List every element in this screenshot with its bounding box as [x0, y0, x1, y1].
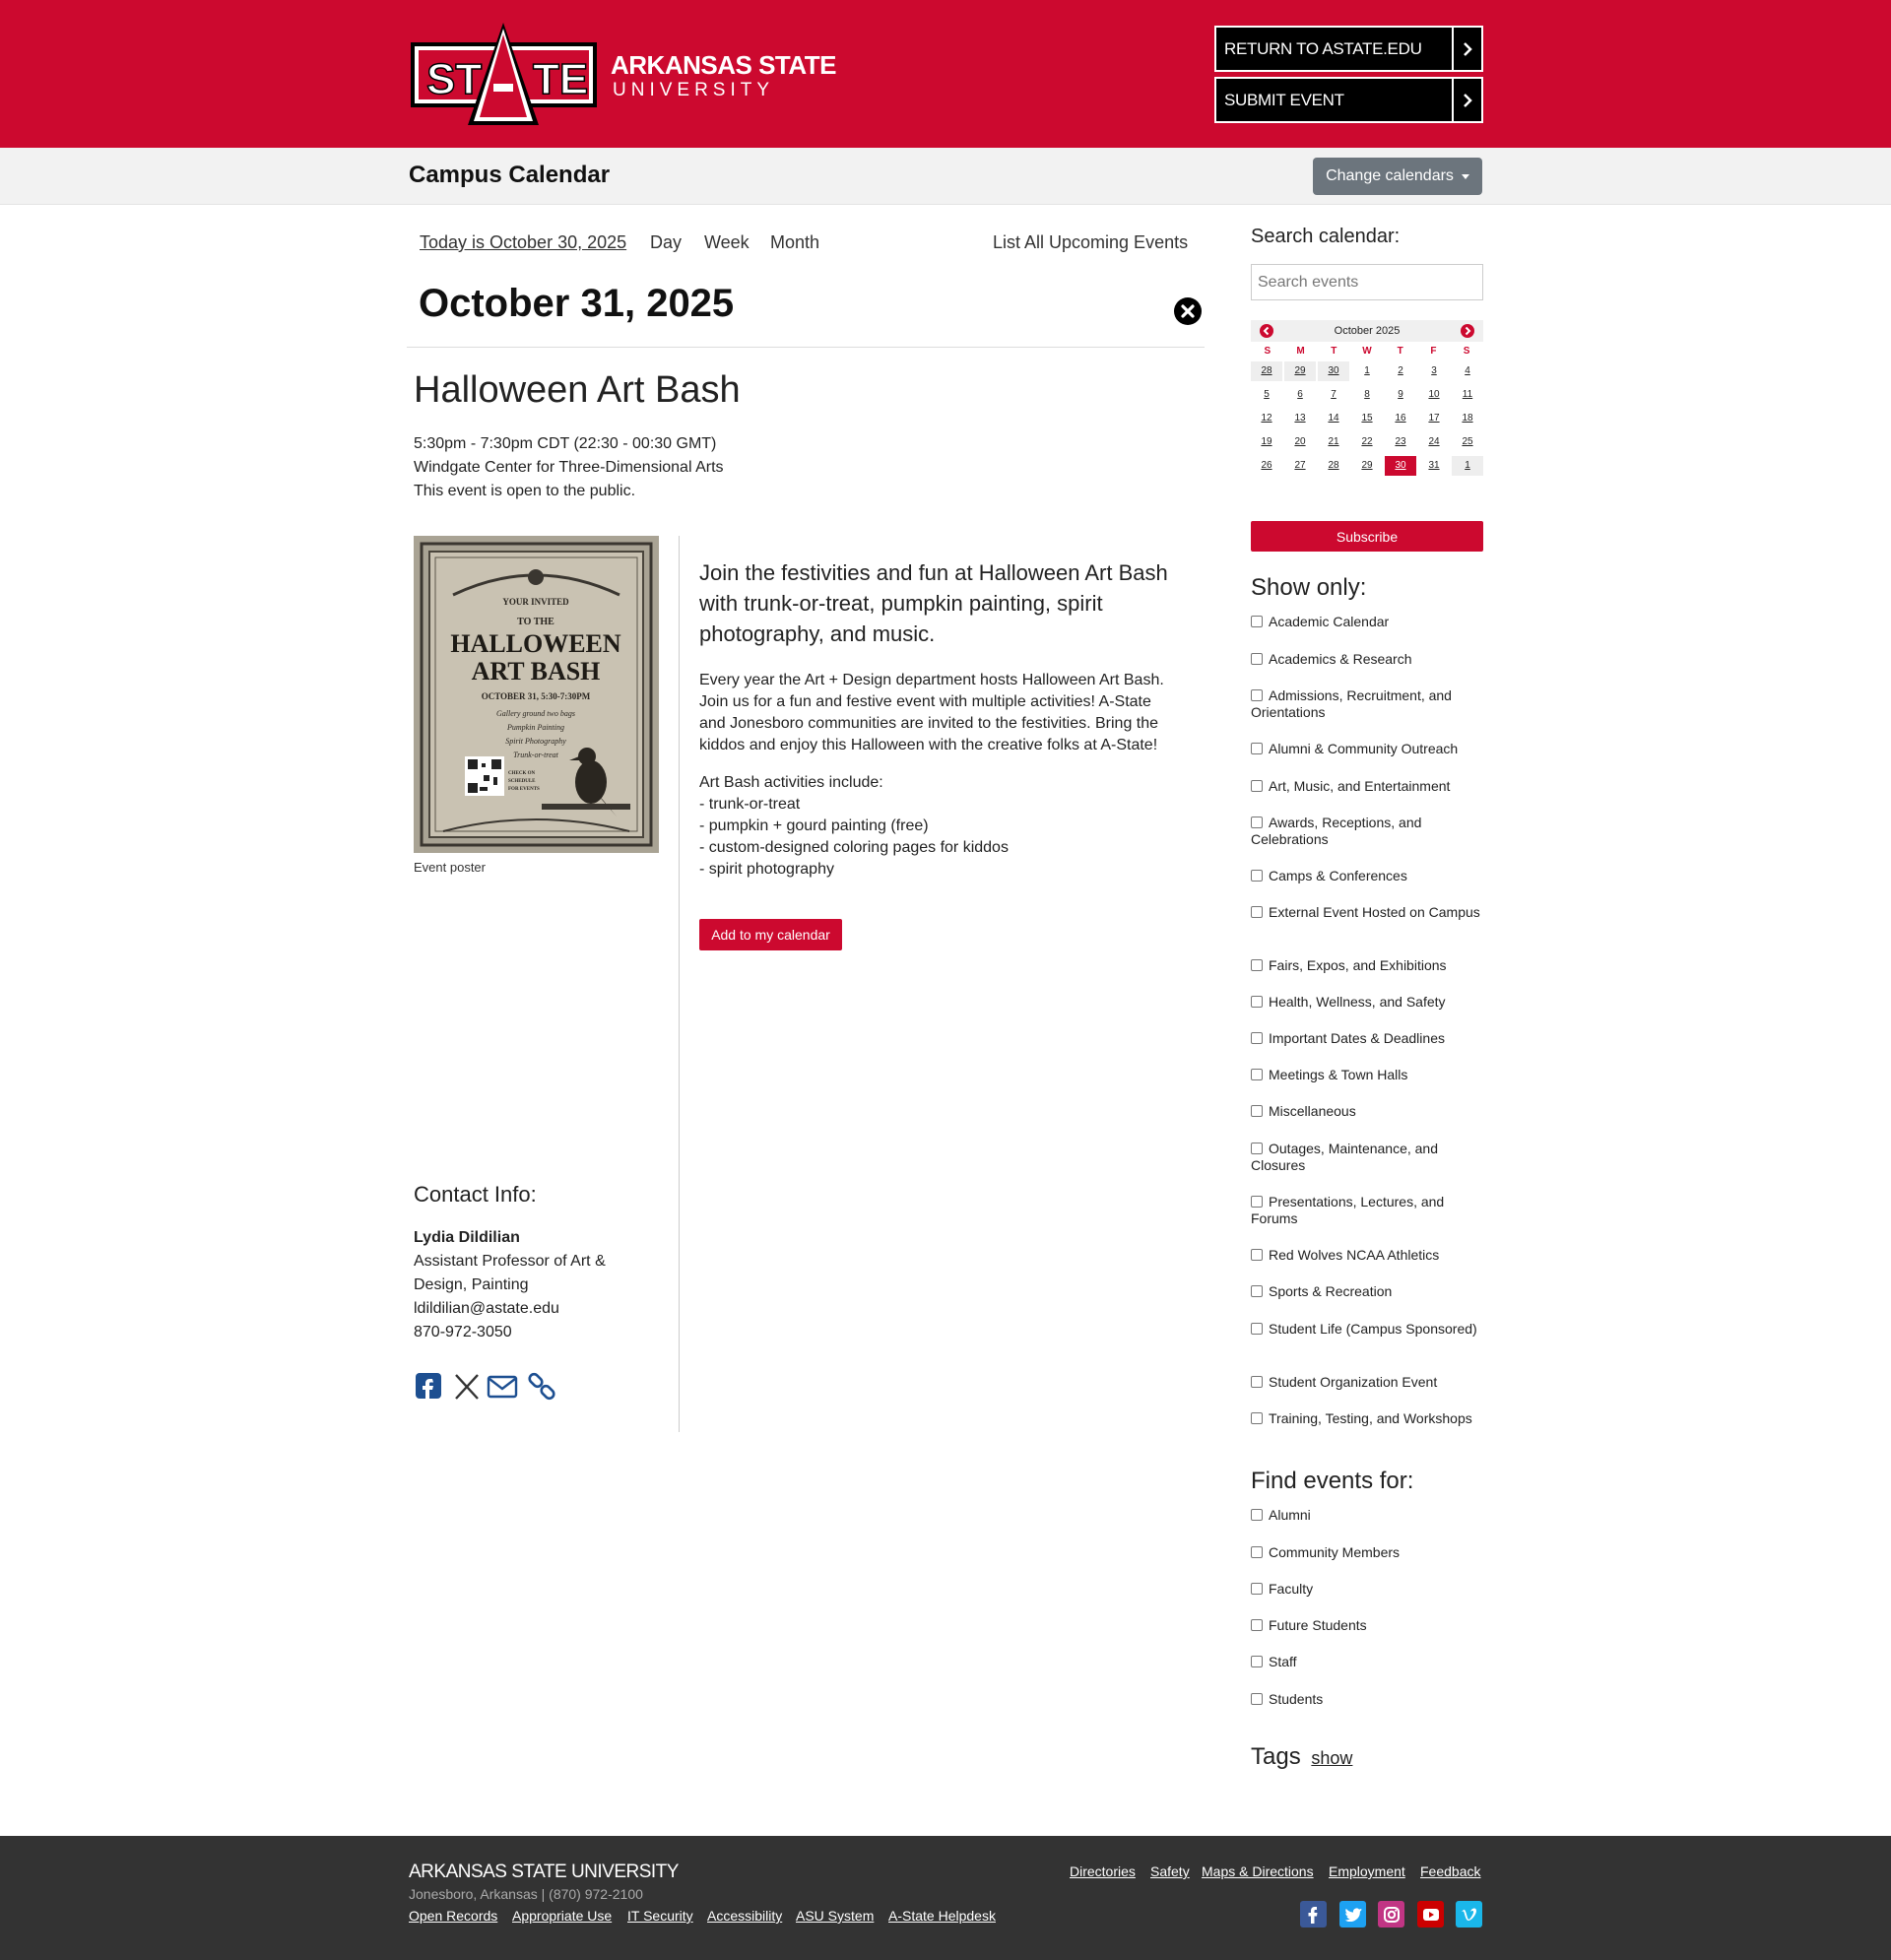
footer-link-helpdesk[interactable]: A-State Helpdesk [888, 1908, 996, 1924]
checkbox-square[interactable] [1251, 689, 1263, 701]
footer-link-safety[interactable]: Safety [1150, 1863, 1190, 1879]
activity-item: - trunk-or-treat [699, 796, 801, 813]
category-checkbox[interactable] [1251, 778, 1483, 795]
footer-university-name: ARKANSAS STATE UNIVERSITY [409, 1862, 679, 1882]
calendar-day[interactable]: 24 [1428, 436, 1440, 447]
return-to-astate-button[interactable] [1214, 26, 1483, 72]
category-label: Presentations, Lectures, and Forums [1251, 1194, 1445, 1226]
calendar-day[interactable]: 18 [1462, 413, 1473, 424]
youtube-icon[interactable] [1417, 1901, 1444, 1927]
chevron-right-icon [1452, 28, 1481, 70]
divider [407, 347, 1205, 348]
category-label: Student Organization Event [1269, 1374, 1438, 1390]
category-label: Camps & Conferences [1269, 868, 1407, 883]
contact-name: Lydia Dildilian [414, 1229, 520, 1246]
event-title: Halloween Art Bash [414, 369, 741, 411]
poster-line1: YOUR INVITED [502, 597, 569, 607]
calendar-day[interactable]: 7 [1331, 389, 1337, 400]
activity-item: - pumpkin + gourd painting (free) [699, 817, 929, 834]
audience-label: Students [1269, 1691, 1324, 1707]
checkbox-square[interactable] [1251, 1376, 1263, 1388]
svg-text:ST: ST [426, 55, 483, 103]
activity-item: - custom-designed coloring pages for kiddos [699, 839, 1009, 856]
calendar-day[interactable]: 9 [1398, 389, 1403, 400]
checkbox-square[interactable] [1251, 1412, 1263, 1424]
event-location: Windgate Center for Three-Dimensional Arts [414, 459, 724, 476]
category-checkbox[interactable] [1251, 614, 1483, 630]
event-time: 5:30pm - 7:30pm CDT (22:30 - 00:30 GMT) [414, 435, 717, 452]
activity-item: - spirit photography [699, 861, 834, 878]
category-label: Outages, Maintenance, and Closures [1251, 1141, 1439, 1173]
category-checkbox[interactable] [1251, 868, 1483, 884]
category-label: Fairs, Expos, and Exhibitions [1269, 957, 1447, 973]
category-label: Student Life (Campus Sponsored) [1269, 1321, 1477, 1337]
audience-checkbox[interactable] [1251, 1617, 1483, 1634]
site-footer [0, 1836, 1891, 1960]
calendar-day[interactable]: 8 [1364, 389, 1370, 400]
footer-address: Jonesboro, Arkansas | (870) 972-2100 [409, 1886, 643, 1902]
checkbox-square[interactable] [1251, 1619, 1263, 1631]
category-checkbox[interactable] [1251, 815, 1483, 848]
contact-title-line2: Design, Painting [414, 1276, 529, 1293]
subscribe-button[interactable]: Subscribe [1251, 521, 1483, 552]
checkbox-square[interactable] [1251, 1656, 1263, 1667]
poster-line3: HALLOWEEN [450, 629, 621, 658]
checkbox-square[interactable] [1251, 653, 1263, 665]
checkbox-square[interactable] [1251, 906, 1263, 918]
category-checkbox[interactable] [1251, 1283, 1483, 1300]
calendar-title-bar [0, 148, 1891, 205]
footer-link-maps[interactable]: Maps & Directions [1202, 1863, 1314, 1879]
day-of-week-label: W [1362, 346, 1372, 357]
audience-label: Future Students [1269, 1617, 1367, 1633]
footer-link-open-records[interactable]: Open Records [409, 1908, 498, 1924]
calendar-day[interactable]: 30 [1385, 456, 1416, 476]
calendar-day[interactable]: 23 [1395, 436, 1406, 447]
calendar-day[interactable]: 6 [1297, 389, 1303, 400]
poster-line7: Pumpkin Painting [507, 723, 564, 732]
category-label: Training, Testing, and Workshops [1269, 1410, 1472, 1426]
calendar-day[interactable]: 26 [1261, 460, 1272, 471]
category-label: Miscellaneous [1269, 1103, 1356, 1119]
audience-label: Staff [1269, 1654, 1297, 1669]
day-of-week-label: F [1430, 346, 1437, 357]
category-label: Meetings & Town Halls [1269, 1067, 1408, 1082]
checkbox-square[interactable] [1251, 743, 1263, 754]
audience-label: Faculty [1269, 1581, 1314, 1597]
mini-calendar-month: October 2025 [1334, 325, 1401, 337]
previous-month-icon[interactable] [1260, 324, 1273, 338]
contact-heading: Contact Info: [414, 1182, 537, 1207]
find-events-heading: Find events for: [1251, 1468, 1414, 1494]
poster-line6: Gallery ground two bags [496, 709, 575, 718]
checkbox-square[interactable] [1251, 780, 1263, 792]
tags-show-link[interactable]: show [1311, 1748, 1353, 1768]
mini-calendar-header [1251, 320, 1483, 342]
poster-line8: Spirit Photography [505, 737, 566, 746]
audience-label: Community Members [1269, 1544, 1401, 1560]
activities-heading: Art Bash activities include: [699, 774, 883, 791]
calendar-day[interactable]: 21 [1328, 436, 1339, 447]
category-checkbox[interactable] [1251, 1321, 1483, 1338]
facebook-icon[interactable] [1300, 1901, 1327, 1927]
checkbox-square[interactable] [1251, 1249, 1263, 1261]
category-checkbox[interactable] [1251, 957, 1483, 974]
calendar-day[interactable]: 30 [1318, 361, 1349, 381]
audience-label: Alumni [1269, 1507, 1311, 1523]
category-label: Academics & Research [1269, 651, 1412, 667]
tags-label: Tags [1251, 1743, 1301, 1770]
footer-link-directories[interactable]: Directories [1070, 1863, 1136, 1879]
checkbox-square[interactable] [1251, 1285, 1263, 1297]
search-input[interactable] [1251, 264, 1483, 300]
add-to-calendar-button[interactable]: Add to my calendar [699, 919, 842, 950]
return-button-label: RETURN TO ASTATE.EDU [1224, 38, 1422, 58]
calendar-day[interactable]: 22 [1361, 436, 1373, 447]
day-of-week-label: M [1296, 346, 1305, 357]
category-label: Academic Calendar [1269, 614, 1390, 629]
state-logo-mark [409, 23, 599, 126]
caret-down-icon [1462, 174, 1469, 179]
checkbox-square[interactable] [1251, 959, 1263, 971]
email-icon[interactable] [487, 1371, 518, 1403]
logo-wordmark-line2: UNIVERSITY [613, 80, 775, 100]
close-icon[interactable] [1173, 296, 1203, 326]
category-checkbox[interactable] [1251, 1194, 1483, 1227]
category-label: Awards, Receptions, and Celebrations [1251, 815, 1422, 847]
view-month-link[interactable]: Month [770, 232, 820, 252]
calendar-day[interactable]: 13 [1294, 413, 1306, 424]
calendar-day[interactable]: 16 [1395, 413, 1406, 424]
footer-link-it-security[interactable]: IT Security [627, 1908, 693, 1924]
category-checkbox[interactable] [1251, 1247, 1483, 1264]
view-day-link[interactable]: Day [650, 232, 683, 252]
poster-line12: FOR EVENTS [508, 787, 540, 792]
audience-checkbox[interactable] [1251, 1691, 1483, 1708]
change-calendars-dropdown[interactable] [1313, 158, 1482, 195]
twitter-icon[interactable] [1339, 1901, 1366, 1927]
contact-email[interactable]: ldildilian@astate.edu [414, 1300, 559, 1317]
footer-link-feedback[interactable]: Feedback [1420, 1863, 1481, 1879]
event-description: Every year the Art + Design department hosts Halloween Art Bash. Join us for a fun and festive event with multiple activities! A-State and Jonesboro communities are invited to the festivities. Bring the kiddos and enjoy this Halloween with the creative folks at A-State! [699, 672, 1164, 753]
calendar-day[interactable]: 5 [1264, 389, 1270, 400]
checkbox-square[interactable] [1251, 1693, 1263, 1705]
event-lead-text: Join the festivities and fun at Halloween Art Bash with trunk-or-treat, pumpkin painting, spirit photography, and music. [699, 560, 1168, 646]
change-calendars-label: Change calendars [1326, 167, 1454, 184]
column-divider [679, 536, 680, 1432]
category-label: Important Dates & Deadlines [1269, 1030, 1445, 1046]
event-activities [699, 772, 1182, 881]
site-header [0, 0, 1891, 148]
poster-line9: Trunk-or-treat [513, 751, 558, 759]
today-link[interactable]: Today is October 30, 2025 [420, 232, 627, 252]
category-label: Alumni & Community Outreach [1269, 741, 1459, 756]
calendar-day[interactable]: 14 [1328, 413, 1339, 424]
footer-link-accessibility[interactable]: Accessibility [707, 1908, 783, 1924]
next-month-icon[interactable] [1461, 324, 1474, 338]
mini-calendar-grid [1251, 359, 1483, 478]
checkbox-square[interactable] [1251, 1546, 1263, 1558]
category-label: External Event Hosted on Campus [1269, 904, 1480, 920]
calendar-day[interactable]: 20 [1294, 436, 1306, 447]
university-logo[interactable] [409, 23, 836, 126]
category-checkbox[interactable] [1251, 1141, 1483, 1174]
vimeo-icon[interactable] [1456, 1901, 1482, 1927]
mini-calendar [1251, 320, 1483, 478]
category-label: Admissions, Recruitment, and Orientations [1251, 687, 1452, 720]
contact-phone: 870-972-3050 [414, 1324, 512, 1340]
day-of-week-label: S [1264, 346, 1272, 357]
view-week-link[interactable]: Week [704, 232, 750, 252]
category-checkbox[interactable] [1251, 1030, 1483, 1047]
checkbox-square[interactable] [1251, 817, 1263, 828]
search-heading: Search calendar: [1251, 226, 1401, 247]
calendar-day[interactable]: 25 [1462, 436, 1473, 447]
poster-line4: ART BASH [471, 657, 601, 686]
event-poster-image[interactable] [414, 536, 659, 853]
day-of-week-label: T [1397, 346, 1403, 357]
category-checkbox[interactable] [1251, 1374, 1483, 1391]
calendar-day[interactable]: 4 [1465, 365, 1470, 376]
calendar-day[interactable]: 27 [1294, 460, 1306, 471]
footer-link-asu-system[interactable]: ASU System [796, 1908, 875, 1924]
calendar-day[interactable]: 1 [1364, 365, 1370, 376]
audience-checkbox[interactable] [1251, 1581, 1483, 1598]
contact-title-line1: Assistant Professor of Art & [414, 1253, 606, 1270]
checkbox-square[interactable] [1251, 1032, 1263, 1044]
day-of-week-row [1251, 346, 1483, 359]
poster-line5: OCTOBER 31, 5:30-7:30PM [481, 691, 591, 701]
calendar-day[interactable]: 17 [1428, 413, 1440, 424]
category-label: Art, Music, and Entertainment [1269, 778, 1451, 794]
page-title: Campus Calendar [409, 162, 611, 188]
poster-line11: SCHEDULE [508, 779, 536, 784]
category-checkbox[interactable] [1251, 651, 1483, 668]
category-checkbox[interactable] [1251, 1103, 1483, 1120]
day-of-week-label: S [1463, 346, 1470, 357]
calendar-day[interactable]: 12 [1261, 413, 1272, 424]
list-upcoming-link[interactable]: List All Upcoming Events [993, 232, 1189, 252]
category-label: Red Wolves NCAA Athletics [1269, 1247, 1440, 1263]
calendar-day[interactable]: 1 [1452, 456, 1483, 476]
category-checkbox[interactable] [1251, 904, 1483, 921]
category-checkbox[interactable] [1251, 687, 1483, 721]
facebook-icon[interactable] [414, 1371, 445, 1403]
checkbox-square[interactable] [1251, 870, 1263, 882]
instagram-icon[interactable] [1378, 1901, 1404, 1927]
category-checkbox[interactable] [1251, 741, 1483, 757]
link-icon[interactable] [526, 1371, 557, 1403]
footer-link-appropriate-use[interactable]: Appropriate Use [512, 1908, 613, 1924]
checkbox-square[interactable] [1251, 1323, 1263, 1335]
calendar-day[interactable]: 28 [1251, 361, 1282, 381]
calendar-day[interactable]: 10 [1428, 389, 1440, 400]
event-audience-note: This event is open to the public. [414, 483, 636, 499]
category-label: Sports & Recreation [1269, 1283, 1393, 1299]
date-heading: October 31, 2025 [419, 282, 735, 325]
calendar-day[interactable]: 28 [1328, 460, 1339, 471]
poster-caption: Event poster [414, 860, 486, 875]
calendar-day[interactable]: 2 [1398, 365, 1403, 376]
checkbox-square[interactable] [1251, 616, 1263, 627]
logo-wordmark-line1: ARKANSAS STATE [611, 50, 836, 80]
submit-event-button[interactable] [1214, 77, 1483, 123]
submit-button-label: SUBMIT EVENT [1224, 90, 1344, 109]
category-checkbox[interactable] [1251, 1067, 1483, 1083]
audience-checkbox[interactable] [1251, 1507, 1483, 1524]
calendar-day[interactable]: 3 [1431, 365, 1437, 376]
category-label: Health, Wellness, and Safety [1269, 994, 1446, 1010]
checkbox-square[interactable] [1251, 1583, 1263, 1595]
x-icon[interactable] [451, 1371, 483, 1403]
checkbox-square[interactable] [1251, 996, 1263, 1008]
poster-line10: CHECK ON [508, 771, 536, 776]
calendar-day[interactable]: 29 [1361, 460, 1373, 471]
checkbox-square[interactable] [1251, 1196, 1263, 1208]
checkbox-square[interactable] [1251, 1105, 1263, 1117]
category-checkbox[interactable] [1251, 994, 1483, 1011]
calendar-day[interactable]: 15 [1361, 413, 1373, 424]
checkbox-square[interactable] [1251, 1509, 1263, 1521]
day-of-week-label: T [1331, 346, 1337, 357]
calendar-day[interactable]: 19 [1261, 436, 1272, 447]
calendar-day[interactable]: 31 [1428, 460, 1440, 471]
category-checkbox[interactable] [1251, 1410, 1483, 1427]
audience-checkbox[interactable] [1251, 1544, 1483, 1561]
checkbox-square[interactable] [1251, 1069, 1263, 1080]
show-only-heading: Show only: [1251, 574, 1367, 601]
calendar-day[interactable]: 11 [1462, 389, 1473, 400]
qr-code-icon [465, 756, 504, 796]
svg-text:TE: TE [533, 55, 589, 103]
calendar-day[interactable]: 29 [1284, 361, 1316, 381]
tags-heading [1251, 1743, 1352, 1771]
footer-link-employment[interactable]: Employment [1329, 1863, 1405, 1879]
chevron-right-icon [1452, 79, 1481, 121]
checkbox-square[interactable] [1251, 1143, 1263, 1154]
poster-line2: TO THE [517, 617, 554, 627]
audience-checkbox[interactable] [1251, 1654, 1483, 1670]
